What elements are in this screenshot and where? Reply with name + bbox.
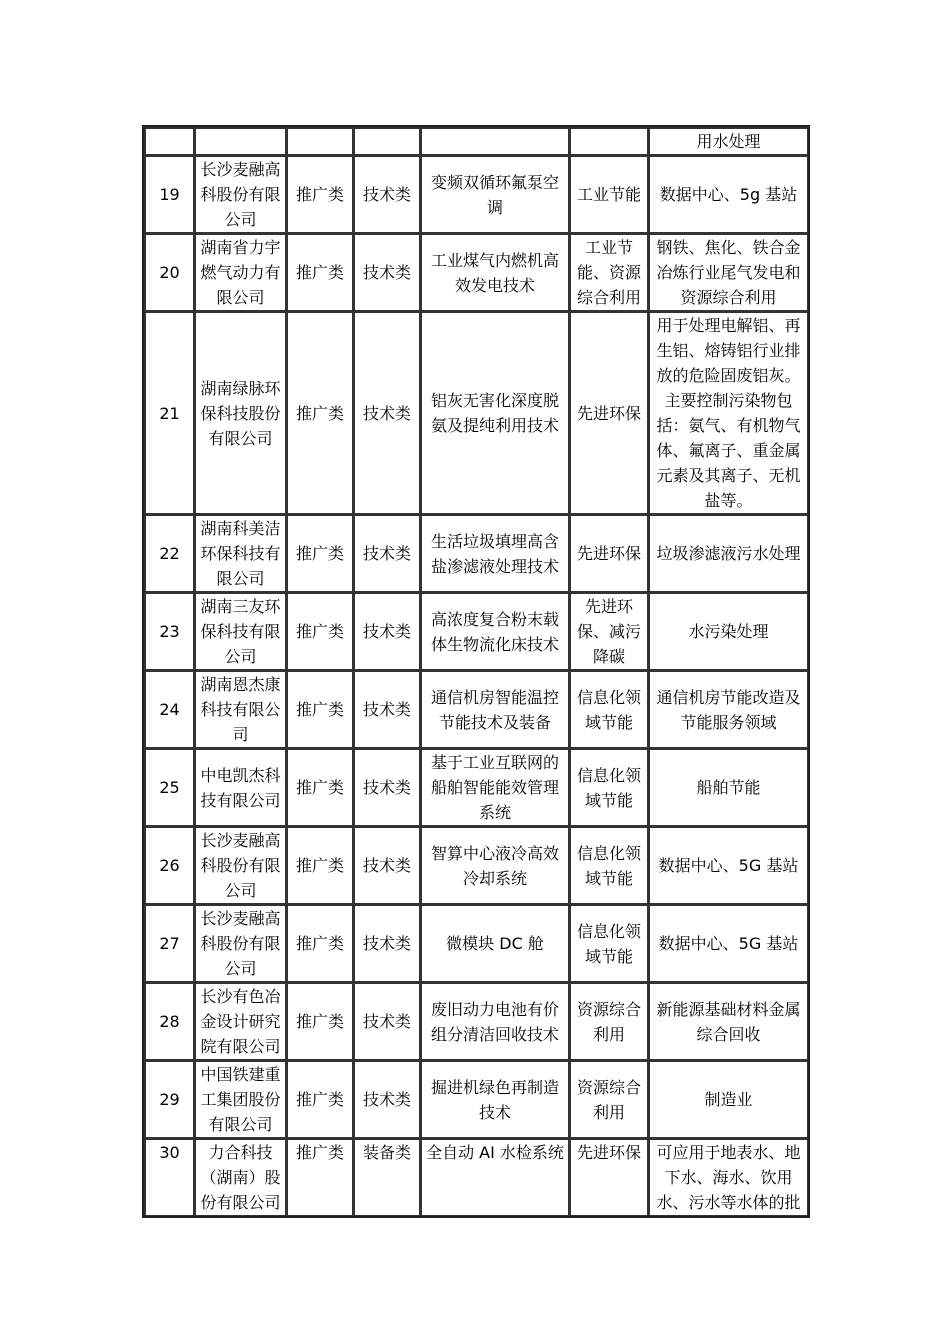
cell-type: 技术类 [353, 311, 420, 514]
cell-application: 船舶节能 [648, 748, 808, 826]
cell-field: 信息化领域节能 [569, 748, 648, 826]
cell-application: 用于处理电解铝、再生铝、熔铸铝行业排放的危险固废铝灰。主要控制污染物包括：氨气、有机物气体、氟离子、重金属元素及其离子、无机盐等。 [648, 311, 808, 514]
cell-type: 技术类 [353, 514, 420, 592]
cell-no: 23 [144, 592, 194, 670]
cell-field [569, 127, 648, 155]
cell-company: 长沙麦融高科股份有限公司 [194, 826, 286, 904]
cell-type: 技术类 [353, 982, 420, 1060]
cell-company: 长沙有色冶金设计研究院有限公司 [194, 982, 286, 1060]
cell-no: 25 [144, 748, 194, 826]
cell-category: 推广类 [286, 748, 353, 826]
cell-type: 技术类 [353, 904, 420, 982]
cell-type: 装备类 [353, 1138, 420, 1216]
cell-field: 工业节能、资源综合利用 [569, 233, 648, 311]
cell-type: 技术类 [353, 748, 420, 826]
cell-name: 工业煤气内燃机高效发电技术 [420, 233, 569, 311]
table-row [144, 748, 808, 826]
cell-company: 中国铁建重工集团股份有限公司 [194, 1060, 286, 1138]
cell-company: 长沙麦融高科股份有限公司 [194, 155, 286, 233]
table-row [144, 592, 808, 670]
cell-no [144, 127, 194, 155]
cell-no: 20 [144, 233, 194, 311]
cell-name: 废旧动力电池有价组分清洁回收技术 [420, 982, 569, 1060]
cell-type: 技术类 [353, 592, 420, 670]
cell-category: 推广类 [286, 155, 353, 233]
cell-type: 技术类 [353, 233, 420, 311]
cell-name: 基于工业互联网的船舶智能能效管理系统 [420, 748, 569, 826]
cell-field: 信息化领域节能 [569, 904, 648, 982]
cell-no: 21 [144, 311, 194, 514]
table-row [144, 826, 808, 904]
cell-category: 推广类 [286, 514, 353, 592]
cell-category: 推广类 [286, 1138, 353, 1216]
cell-application: 通信机房节能改造及节能服务领域 [648, 670, 808, 748]
cell-company: 湖南科美洁环保科技有限公司 [194, 514, 286, 592]
cell-field: 先进环保 [569, 514, 648, 592]
cell-field: 工业节能 [569, 155, 648, 233]
cell-category: 推广类 [286, 670, 353, 748]
cell-no: 30 [144, 1138, 194, 1216]
cell-no: 29 [144, 1060, 194, 1138]
table-row [144, 904, 808, 982]
table-row [144, 311, 808, 514]
table-row [144, 982, 808, 1060]
table-row [144, 1060, 808, 1138]
cell-name: 变频双循环氟泵空调 [420, 155, 569, 233]
cell-no: 27 [144, 904, 194, 982]
table-row [144, 1138, 808, 1216]
cell-company: 力合科技（湖南）股份有限公司 [194, 1138, 286, 1216]
table-row [144, 514, 808, 592]
cell-name: 高浓度复合粉末载体生物流化床技术 [420, 592, 569, 670]
cell-category: 推广类 [286, 982, 353, 1060]
cell-field: 资源综合利用 [569, 982, 648, 1060]
cell-name [420, 127, 569, 155]
cell-name: 掘进机绿色再制造技术 [420, 1060, 569, 1138]
cell-no: 19 [144, 155, 194, 233]
cell-field: 先进环保 [569, 1138, 648, 1216]
cell-name: 铝灰无害化深度脱氨及提纯利用技术 [420, 311, 569, 514]
cell-name: 智算中心液冷高效冷却系统 [420, 826, 569, 904]
cell-application: 制造业 [648, 1060, 808, 1138]
cell-name: 通信机房智能温控节能技术及装备 [420, 670, 569, 748]
cell-application: 数据中心、5G 基站 [648, 826, 808, 904]
cell-company: 湖南绿脉环保科技股份有限公司 [194, 311, 286, 514]
cell-application: 数据中心、5G 基站 [648, 904, 808, 982]
cell-application: 用水处理 [648, 127, 808, 155]
cell-company: 中电凯杰科技有限公司 [194, 748, 286, 826]
cell-name: 微模块 DC 舱 [420, 904, 569, 982]
cell-application: 可应用于地表水、地下水、海水、饮用水、污水等水体的批 [648, 1138, 808, 1216]
cell-category: 推广类 [286, 1060, 353, 1138]
table-row [144, 670, 808, 748]
cell-company [194, 127, 286, 155]
cell-application: 数据中心、5g 基站 [648, 155, 808, 233]
cell-field: 信息化领域节能 [569, 826, 648, 904]
technology-list-table [142, 125, 810, 1218]
cell-category: 推广类 [286, 826, 353, 904]
cell-no: 22 [144, 514, 194, 592]
cell-application: 垃圾渗滤液污水处理 [648, 514, 808, 592]
cell-category: 推广类 [286, 904, 353, 982]
cell-category [286, 127, 353, 155]
cell-category: 推广类 [286, 592, 353, 670]
cell-no: 24 [144, 670, 194, 748]
cell-type: 技术类 [353, 155, 420, 233]
cell-company: 湖南三友环保科技有限公司 [194, 592, 286, 670]
cell-name: 生活垃圾填埋高含盐渗滤液处理技术 [420, 514, 569, 592]
cell-field: 先进环保、减污降碳 [569, 592, 648, 670]
cell-application: 水污染处理 [648, 592, 808, 670]
cell-company: 湖南恩杰康科技有限公司 [194, 670, 286, 748]
cell-name: 全自动 AI 水检系统 [420, 1138, 569, 1216]
cell-company: 湖南省力宇燃气动力有限公司 [194, 233, 286, 311]
cell-application: 新能源基础材料金属综合回收 [648, 982, 808, 1060]
cell-type: 技术类 [353, 826, 420, 904]
cell-application: 钢铁、焦化、铁合金冶炼行业尾气发电和资源综合利用 [648, 233, 808, 311]
cell-no: 26 [144, 826, 194, 904]
table-row [144, 155, 808, 233]
cell-category: 推广类 [286, 233, 353, 311]
cell-field: 资源综合利用 [569, 1060, 648, 1138]
cell-no: 28 [144, 982, 194, 1060]
table-row-continuation [144, 127, 808, 155]
cell-type: 技术类 [353, 670, 420, 748]
cell-type [353, 127, 420, 155]
cell-field: 信息化领域节能 [569, 670, 648, 748]
cell-type: 技术类 [353, 1060, 420, 1138]
cell-company: 长沙麦融高科股份有限公司 [194, 904, 286, 982]
cell-category: 推广类 [286, 311, 353, 514]
table-row [144, 233, 808, 311]
cell-field: 先进环保 [569, 311, 648, 514]
